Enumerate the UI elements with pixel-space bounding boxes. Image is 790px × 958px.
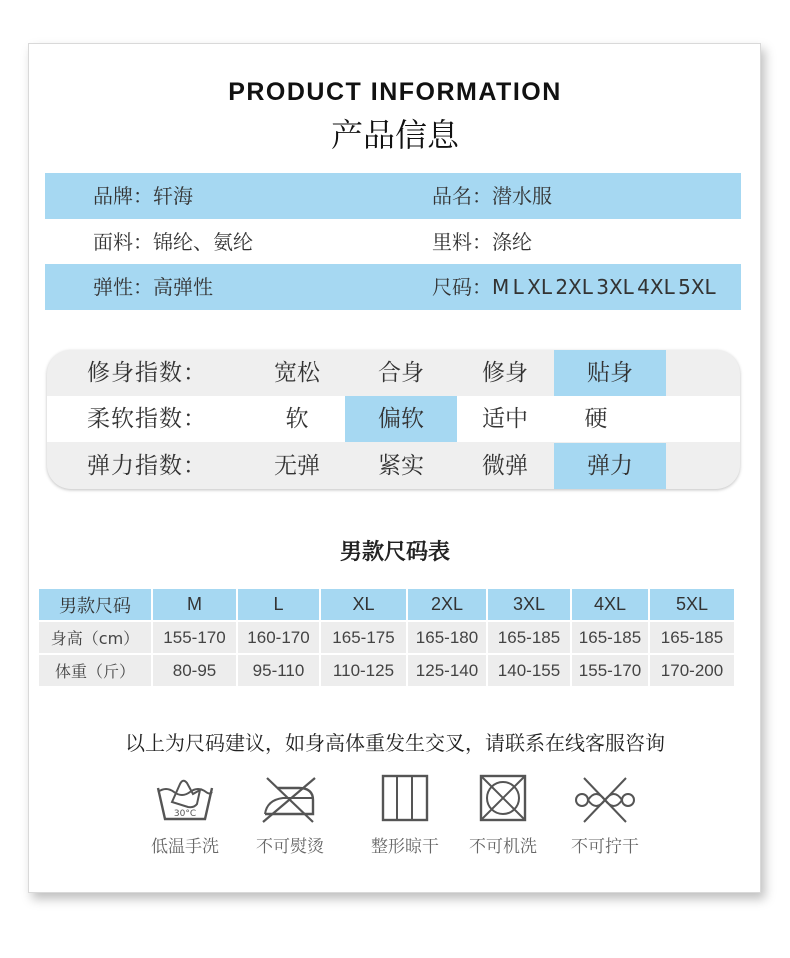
size-cell: 155-170 xyxy=(153,622,236,653)
stretch-option-selected: 弹力 xyxy=(554,443,666,489)
size-header-cell: M xyxy=(153,589,236,620)
size-cell: 140-155 xyxy=(488,655,570,686)
size-cell: 165-175 xyxy=(321,622,406,653)
elasticity-text: 弹性：高弹性 xyxy=(93,275,213,299)
softness-option: 软 xyxy=(285,406,309,432)
fabric-text: 面料：锦纶、氨纶 xyxy=(93,230,253,254)
info-row-elasticity xyxy=(45,264,741,310)
size-cell: 155-170 xyxy=(572,655,648,686)
care-label: 不可机洗 xyxy=(469,837,537,857)
size-header-cell: 4XL xyxy=(572,589,648,620)
size-header-row xyxy=(39,589,734,620)
no-wring-icon xyxy=(570,772,640,826)
no-machine-wash-icon xyxy=(468,772,538,826)
fit-option-selected: 贴身 xyxy=(554,350,666,396)
size-cell: 165-180 xyxy=(408,622,486,653)
size-cell: 165-185 xyxy=(572,622,648,653)
fit-index-row xyxy=(47,350,740,396)
stretch-index-row xyxy=(47,443,740,489)
size-advice-note: 以上为尺码建议，如身高体重发生交叉，请联系在线客服咨询 xyxy=(125,731,665,755)
care-no-iron xyxy=(240,772,340,857)
brand-text: 品牌：轩海 xyxy=(93,184,193,208)
size-cell: 165-185 xyxy=(488,622,570,653)
fit-option: 修身 xyxy=(482,360,528,386)
size-header-cell: 3XL xyxy=(488,589,570,620)
info-row-brand xyxy=(45,173,741,219)
weight-row xyxy=(39,655,734,686)
fit-index-label: 修身指数： xyxy=(87,360,207,386)
product-name-text: 品名：潜水服 xyxy=(432,184,552,208)
size-cell: 170-200 xyxy=(650,655,734,686)
size-header-cell: XL xyxy=(321,589,406,620)
size-header-cell: L xyxy=(238,589,319,620)
size-chart-table xyxy=(37,587,736,688)
size-cell: 125-140 xyxy=(408,655,486,686)
size-cell: 95-110 xyxy=(238,655,319,686)
wash-temp-text: 30°C xyxy=(173,809,197,819)
size-cell: 165-185 xyxy=(650,622,734,653)
care-shape-dry xyxy=(355,772,455,857)
title-english: PRODUCT INFORMATION xyxy=(228,78,562,106)
fit-index-panel xyxy=(47,350,740,489)
title-chinese: 产品信息 xyxy=(330,116,459,154)
softness-option: 适中 xyxy=(482,406,528,432)
sizes-text: 尺码：M L XL 2XL 3XL 4XL 5XL xyxy=(432,275,716,299)
softness-option-selected: 偏软 xyxy=(345,396,457,442)
softness-index-label: 柔软指数： xyxy=(87,406,207,432)
care-label: 不可拧干 xyxy=(571,837,639,857)
size-cell: 80-95 xyxy=(153,655,236,686)
fit-option: 合身 xyxy=(378,360,424,386)
size-row-header: 体重（斤） xyxy=(39,655,151,686)
care-label: 低温手洗 xyxy=(151,837,219,857)
care-no-wring xyxy=(555,772,655,857)
size-header-cell: 5XL xyxy=(650,589,734,620)
height-row xyxy=(39,622,734,653)
lining-text: 里料：涤纶 xyxy=(432,230,532,254)
care-no-machine-wash xyxy=(453,772,553,857)
stretch-option: 无弹 xyxy=(274,453,320,479)
fit-option: 宽松 xyxy=(274,360,320,386)
softness-option: 硬 xyxy=(584,406,608,432)
size-cell: 110-125 xyxy=(321,655,406,686)
info-row-fabric xyxy=(45,219,741,265)
care-label: 不可熨烫 xyxy=(256,837,324,857)
care-label: 整形晾干 xyxy=(371,837,439,857)
stretch-option: 紧实 xyxy=(378,453,424,479)
shape-dry-icon xyxy=(370,772,440,826)
no-iron-icon xyxy=(255,772,325,826)
care-hand-wash xyxy=(135,772,235,857)
size-header-cell: 2XL xyxy=(408,589,486,620)
stretch-index-label: 弹力指数： xyxy=(87,453,207,479)
size-chart-title: 男款尺码表 xyxy=(339,540,450,565)
hand-wash-30c-icon xyxy=(150,772,220,826)
size-header-cell: 男款尺码 xyxy=(39,589,151,620)
size-row-header: 身高（cm） xyxy=(39,622,151,653)
softness-index-row xyxy=(47,396,740,442)
size-cell: 160-170 xyxy=(238,622,319,653)
stretch-option: 微弹 xyxy=(482,453,528,479)
